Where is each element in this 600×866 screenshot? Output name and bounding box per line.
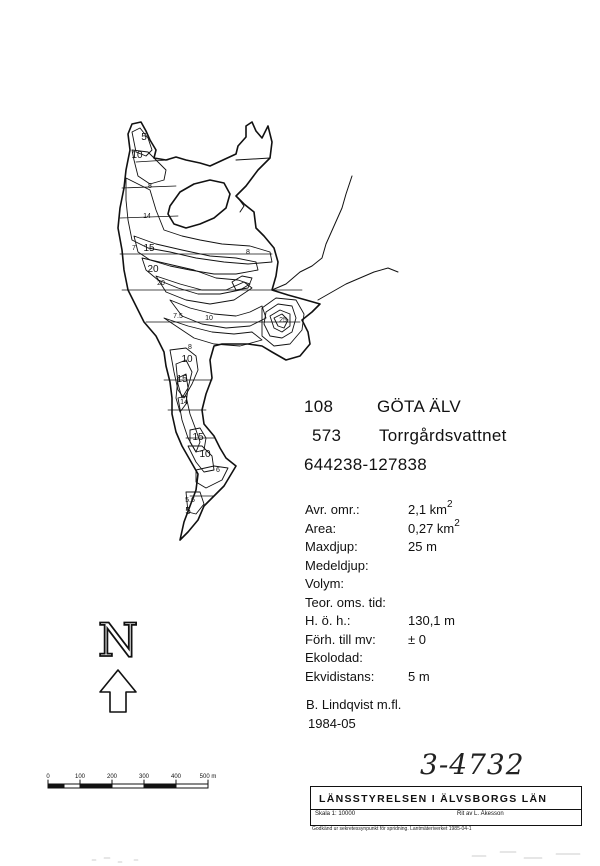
- scale-tick-label: 100: [74, 774, 86, 780]
- title-block: [310, 786, 582, 826]
- depth-label: 5: [141, 132, 147, 143]
- lake-name: Torrgårdsvattnet: [379, 426, 507, 445]
- title-block-title: LÄNSSTYRELSEN I ÄLVSBORGS LÄN: [319, 793, 548, 805]
- scale-bar-labels: [46, 774, 216, 780]
- fact-label: Volym:: [305, 576, 345, 591]
- depth-label: 15: [143, 243, 155, 254]
- title-block-drawn-by: Rit av L. Åkesson: [457, 811, 504, 817]
- depth-label: 5: [185, 506, 191, 517]
- fact-unit-exponent: 2: [454, 517, 460, 529]
- depth-label: 25: [279, 317, 287, 324]
- depth-label: 8: [148, 183, 152, 190]
- north-arrow-icon: [100, 670, 136, 712]
- coordinate: 644238-127838: [304, 455, 428, 474]
- depth-label: 10: [181, 354, 193, 365]
- scale-tick-label: 400: [170, 774, 182, 780]
- shore-detail: [236, 158, 270, 160]
- fact-value: ± 0: [408, 631, 426, 647]
- depth-label: 20: [147, 264, 159, 275]
- fact-value: 0,27 $km^2$: [408, 517, 460, 536]
- scale-tick-label: 200: [106, 774, 118, 780]
- fact-value: 25 m: [408, 539, 437, 554]
- scale-tick-label: 500 m: [199, 774, 217, 780]
- depth-label: 6: [216, 467, 220, 474]
- number-main: 108: [304, 397, 334, 416]
- footer-note: Godkänd ur sekretessynpunkt för spridning. Lantmäteriverket 1985-04-1: [312, 826, 472, 832]
- fact-unit-exponent: 2: [447, 499, 453, 510]
- fact-label: Teor. oms. tid:: [305, 594, 386, 610]
- fact-label: Maxdjup:: [305, 539, 358, 554]
- depth-label: 8: [246, 249, 250, 256]
- depth-contour-6: [196, 466, 228, 488]
- author-name: B. Lindqvist m.fl.: [306, 697, 402, 712]
- scale-tick-label: 0: [46, 774, 50, 780]
- depth-label: 15: [176, 374, 188, 385]
- fact-label: Förh. till mv:: [305, 631, 376, 647]
- depth-label: 7.5: [173, 313, 183, 320]
- depth-label: 5.6: [185, 497, 195, 504]
- scale-bar-graphic: [48, 780, 208, 788]
- depth-label: 14: [180, 399, 188, 406]
- fact-value: 5 m: [408, 668, 430, 684]
- outlet-stream: [318, 268, 398, 300]
- fact-label: Ekvidistans:: [305, 668, 375, 684]
- fact-label: H. ö. h.:: [305, 613, 351, 628]
- depth-label: 20: [157, 280, 165, 287]
- fact-label: Avr. omr.:: [305, 502, 360, 517]
- scan-noise: [92, 852, 580, 862]
- depth-label: 7: [132, 245, 136, 252]
- depth-label: 15: [192, 432, 204, 443]
- author-date: 1984-05: [308, 716, 356, 731]
- title-block-scale: Skala 1: 10000: [315, 811, 356, 817]
- fact-label: Medeldjup:: [305, 557, 369, 573]
- depth-label: 10: [131, 150, 143, 161]
- scale-tick-label: 300: [138, 774, 150, 780]
- fact-label: Ekolodad:: [305, 650, 363, 665]
- island: [168, 180, 230, 228]
- fact-label: Area:: [305, 520, 337, 536]
- depth-label: 10: [205, 315, 213, 322]
- inlet-stream: [272, 176, 352, 290]
- north-letter: N: [97, 613, 139, 667]
- river-name: GÖTA ÄLV: [377, 397, 461, 416]
- depth-labels: [131, 132, 287, 517]
- depth-label: 14: [143, 213, 151, 220]
- number-lake: 573: [312, 426, 342, 445]
- fact-value: 130,1 m: [408, 613, 455, 628]
- catalog-number: 3-4732: [420, 748, 525, 781]
- depth-label: 8: [188, 344, 192, 351]
- depth-label: 10: [199, 449, 211, 460]
- depth-contour-8: [170, 300, 266, 328]
- fact-value: 2,1 $km^2$: [408, 499, 453, 517]
